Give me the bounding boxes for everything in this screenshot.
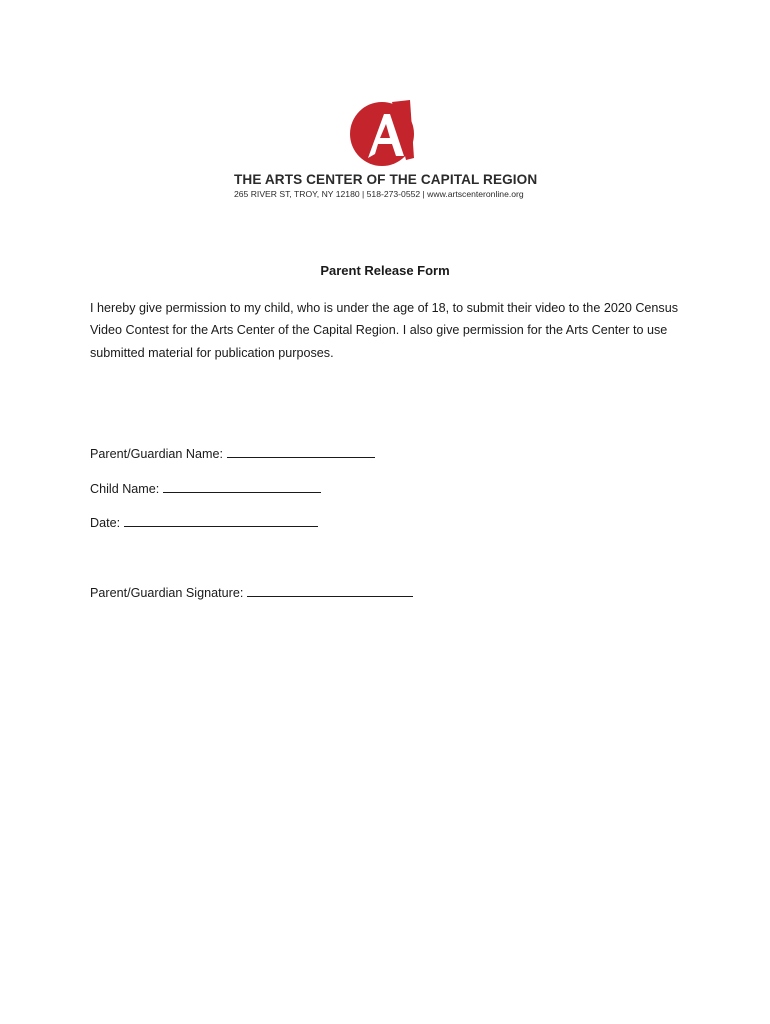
- child-name-blank[interactable]: [163, 481, 321, 493]
- parent-guardian-signature-blank[interactable]: [247, 585, 413, 597]
- permission-paragraph: I hereby give permission to my child, who is under the age of 18, to submit their video to the 2020 Census Video Contest for the Arts Center of the Capital Region. I also give permission for the Arts Center to use submitted material for publication purposes.: [90, 301, 679, 360]
- form-title: Parent Release Form: [320, 263, 450, 278]
- date-blank[interactable]: [124, 515, 318, 527]
- organization-name: THE ARTS CENTER OF THE CAPITAL REGION: [234, 172, 538, 187]
- parent-guardian-name-label: Parent/Guardian Name:: [90, 447, 224, 461]
- letter-a-circle-logo-icon: [348, 96, 420, 168]
- parent-guardian-signature-label: Parent/Guardian Signature:: [90, 586, 244, 600]
- parent-guardian-name-field: [90, 446, 375, 461]
- parent-guardian-name-blank[interactable]: [227, 446, 375, 458]
- child-name-label: Child Name:: [90, 482, 160, 496]
- date-field: [90, 515, 318, 530]
- organization-contact-line: 265 RIVER ST, TROY, NY 12180 | 518-273-0552 | www.artscenteronline.org: [234, 189, 524, 199]
- parent-guardian-signature-field: [90, 585, 413, 600]
- child-name-field: [90, 481, 321, 496]
- date-label: Date:: [90, 516, 121, 530]
- letterhead: [234, 96, 538, 206]
